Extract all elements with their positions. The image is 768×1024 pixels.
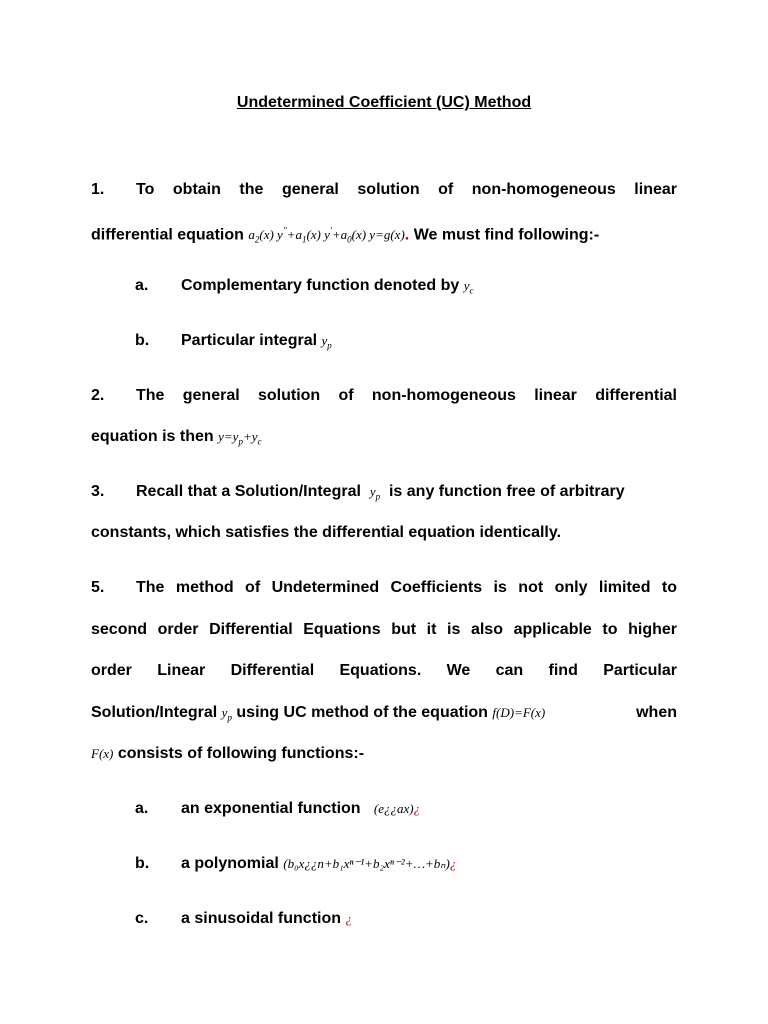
item-1-text: To obtain the general solution of non-homogeneous linear: [136, 181, 677, 198]
math-dot: .: [404, 226, 410, 244]
math-yp: $y_p$: [321, 333, 332, 351]
equation-math: $a_2(x)$ $y''+a_1(x)$ $y'+a_0(x)$ y=g(x): [248, 226, 405, 245]
sub-label: a.: [135, 800, 149, 817]
math-yp: $y_p$: [221, 705, 232, 723]
sub-text: Particular integral: [181, 332, 318, 349]
item-5-line-5: [91, 744, 677, 764]
item-number: 5.: [91, 579, 105, 596]
math-exponential: (e¿¿ax): [373, 801, 414, 816]
item-2-line-1: [91, 386, 677, 406]
item-1-line-1: [91, 180, 677, 200]
item-5-line-1: [91, 578, 677, 598]
item-5-text-2: second order Differential Equations but it is also applicable to higher: [91, 621, 677, 638]
item-1b: [135, 331, 332, 356]
math-error-glyph: ¿: [449, 856, 457, 871]
math-fx: F(x): [91, 746, 114, 761]
item-3-line-2: [91, 523, 677, 543]
math-error-glyph: ¿: [345, 911, 352, 926]
item-5-text: The method of Undetermined Coefficients is not only limited to: [136, 579, 677, 596]
item-1-text-2: differential equation: [91, 226, 244, 244]
sub-label: b.: [135, 332, 150, 349]
item-1a: [135, 276, 473, 301]
item-number: 3.: [91, 483, 105, 500]
item-3-text-2: is any function free of arbitrary: [388, 483, 625, 500]
item-3-text-3: constants, which satisfies the differential equation identically.: [91, 524, 562, 541]
item-5-text-4: Solution/Integral: [91, 704, 218, 721]
sub-text: an exponential function: [181, 800, 361, 817]
item-5b: [135, 854, 456, 874]
item-5-line-2: [91, 620, 677, 640]
item-5c: [135, 909, 352, 929]
sub-label: b.: [135, 855, 150, 872]
item-number: 1.: [91, 181, 105, 198]
sub-text: a polynomial: [181, 855, 279, 872]
page-title: Undetermined Coefficient (UC) Method: [236, 94, 532, 111]
math-general-solution: $y=y_p+y_c$: [218, 429, 262, 447]
math-polynomial: (b₀x¿¿n+b₁xⁿ⁻¹+b₂xⁿ⁻²+…+bₙ): [283, 856, 450, 871]
item-5a: [135, 799, 420, 819]
item-2-text-2: equation is then: [91, 428, 214, 445]
item-3-text: Recall that a Solution/Integral: [136, 483, 361, 500]
item-1-text-3: We must find following:-: [413, 226, 600, 244]
item-number: 2.: [91, 387, 105, 404]
sub-text: Complementary function denoted by: [181, 277, 460, 294]
item-3-line-1: [91, 482, 677, 507]
sub-label: a.: [135, 277, 149, 294]
sub-label: c.: [135, 910, 149, 927]
sub-text: a sinusoidal function: [181, 910, 342, 927]
item-5-text-7: consists of following functions:-: [117, 745, 365, 762]
math-error-glyph: ¿: [413, 801, 421, 816]
math-fd: f(D)=F(x): [492, 705, 546, 720]
item-5-line-3: [91, 661, 677, 681]
item-2-line-2: [91, 427, 677, 452]
item-5-line-4: [91, 703, 677, 728]
item-5-text-3: order Linear Differential Equations. We can find Particular: [91, 662, 677, 679]
item-1-line-2: [91, 221, 677, 250]
item-2-text: The general solution of non-homogeneous linear differential: [136, 387, 677, 404]
math-yc: $y_c$: [463, 278, 474, 296]
math-yp: $y_p$: [369, 484, 381, 502]
item-5-text-5: using UC method of the equation: [236, 704, 488, 721]
item-5-text-6: when: [636, 704, 677, 721]
